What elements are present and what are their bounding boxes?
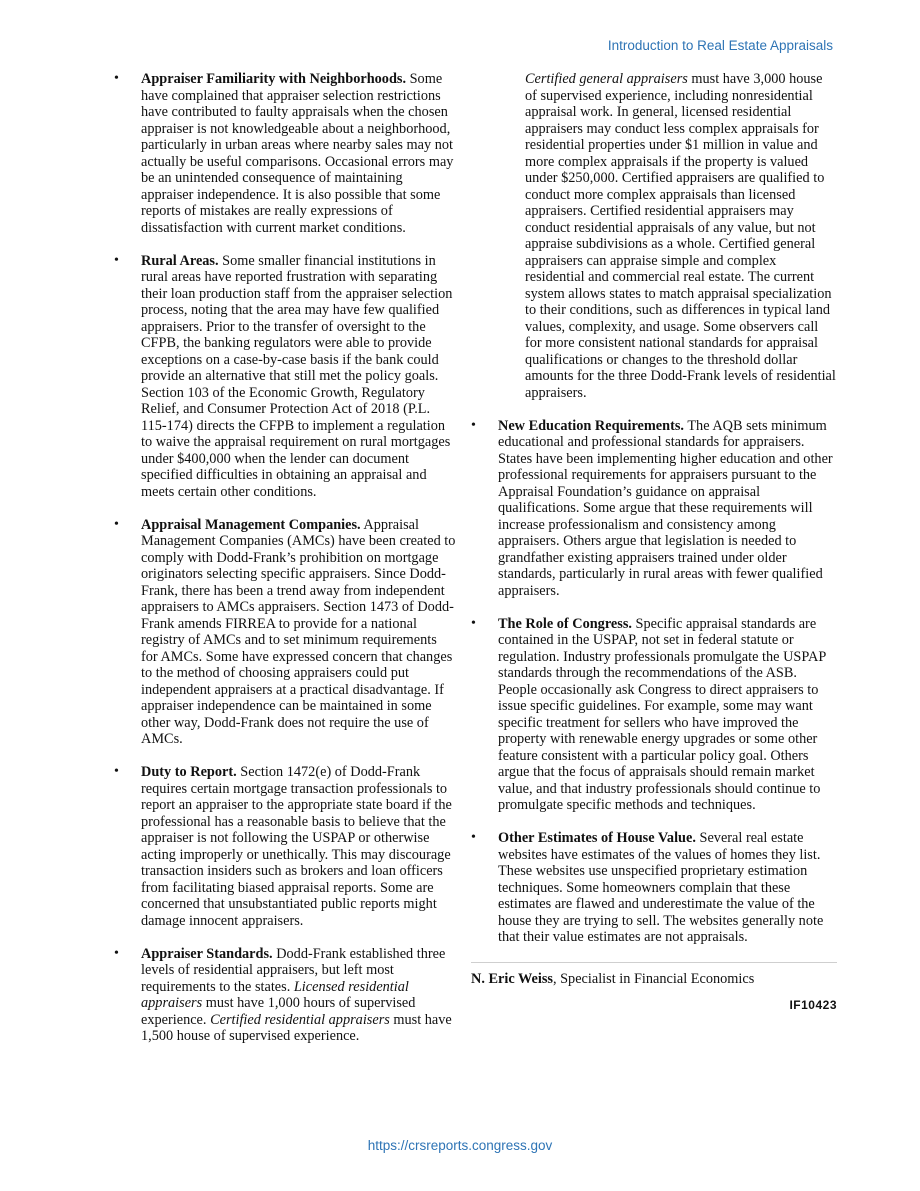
bullet-icon: • [471, 830, 476, 845]
item-text: The AQB sets minimum educational and professional standards for appraisers. States have been implementing higher education and other professional requirements for appraisers pursuant to the Appraisal Foundation’s guidance on appraisal qualifications. Some argue that these requirements will increase professionalism and consistency among appraisers. Others argue that legislation is needed to grandfather existing appraisers trained under older standards, particularly in rural areas with fewer qualified appraisers. [498, 417, 833, 599]
item-heading: Appraiser Familiarity with Neighborhoods. [141, 71, 407, 87]
item-term: Certified general appraisers [525, 71, 688, 87]
right-bullet-list [471, 418, 837, 946]
continued-paragraph [471, 71, 837, 401]
item-heading: The Role of Congress. [498, 615, 632, 632]
item-text: Some smaller financial institutions in rural areas have reported frustration with separating their loan production staff from the appraiser selection process, noting that the area may have few qualified appraisers. Prior to the transfer of oversight to the CFPB, the banking regulators were able to provide exceptions on a case-by-case basis if the bank could provide an alternative that still met the policy goals. Section 103 of the Economic Growth, Regulatory Relief, and Consumer Protection Act of 2018 (P.L. 115-174) directs the CFPB to implement a regulation to waive the appraisal requirement on rural mortgages under $400,000 when the lender can document specified difficulties in obtaining an appraisal and meets certain other conditions. [141, 252, 453, 500]
bullet-icon: • [114, 764, 119, 779]
author-name: N. Eric Weiss [471, 971, 553, 987]
list-item [114, 946, 456, 1045]
item-heading: Appraiser Standards. [141, 945, 273, 962]
list-item [114, 764, 456, 929]
item-term: Certified residential appraisers [210, 1011, 390, 1028]
left-column [114, 71, 456, 1061]
item-heading: Other Estimates of House Value. [498, 830, 696, 846]
list-item [471, 616, 837, 814]
item-text: Some have complained that appraiser selection restrictions have contributed to faulty appraisals when the chosen appraiser is not knowledgeable about a neighborhood, particularly in urban areas where nearby sales may not actually be useful comparisons. Occasional errors may be an unintended consequence of maintaining appraiser independence. It is also possible that some reports of mistakes are really expressions of dissatisfaction with current market conditions. [141, 71, 454, 236]
list-item [471, 418, 837, 600]
author-divider [471, 962, 837, 963]
page-header-title: Introduction to Real Estate Appraisals [607, 38, 833, 53]
item-text: must have 3,000 house of supervised experience, including nonresidential appraisal work. In general, licensed residential appraisers may conduct less complex appraisals for residential properties under $1 million in value and more complex appraisals if the property is valued under $250,000. Certified appraisers are qualified to conduct more complex appraisals than licensed appraisers. Certified residential appraisers may conduct residential appraisals of any value, but not appraise subdivisions as a whole. Certified general appraisers can appraise simple and complex residential and commercial real estate. The current system allows states to match appraisal specialization to their conditions, such as differences in typical land values, complexity, and usage. Some observers call for more consistent national standards for appraisal qualifications or changes to the threshold dollar amounts for the three Dodd-Frank levels of residential appraisers. [525, 71, 836, 401]
item-heading: Appraisal Management Companies. [141, 516, 361, 533]
list-item [114, 517, 456, 748]
bullet-icon: • [114, 516, 119, 532]
item-heading: Rural Areas. [141, 252, 219, 269]
footer-url[interactable]: https://crsreports.congress.gov [367, 1138, 553, 1153]
bullet-icon: • [114, 945, 119, 961]
author-line [471, 971, 837, 988]
item-text: Several real estate websites have estimates of the values of homes they list. These websites use unspecified proprietary estimation techniques. Some homeowners complain that these estimates are flawed and underestimate the value of the house they are trying to sell. The websites generally note that their value estimates are not appraisals. [498, 830, 824, 945]
report-id: IF10423 [789, 997, 837, 1012]
item-term: Licensed residential appraisers [141, 978, 409, 1011]
right-column [471, 71, 837, 1013]
item-text: Section 1472(e) of Dodd-Frank requires certain mortgage transaction professionals to report an appraiser to the appropriate state board if the professional has a reasonable basis to believe that the appraiser is not following the USPAP or otherwise acting improperly or unethically. This may discourage transaction insiders such as brokers and loan officers from facilitating biased appraisal reports. Some are concerned that unsubstantiated public reports might damage innocent appraisers. [141, 764, 452, 929]
bullet-icon: • [114, 252, 119, 268]
item-text: Specific appraisal standards are contained in the USPAP, not set in federal statute or regulation. Industry professionals promulgate the USPAP standards through the recommendations of the ASB. People occasionally ask Congress to direct appraisers to issue specific guidelines. For example, some may want specific treatment for sellers who have improved the property with renewable energy upgrades or some other feature consistent with a particular policy goal. Others argue that the focus of appraisals should remain market value, and that industry professionals should continue to promulgate specific methods and techniques. [498, 615, 826, 813]
item-text: must have 1,000 hours of supervised experience. [141, 995, 416, 1028]
item-text: must have 1,500 house of supervised experience. [141, 1011, 452, 1044]
bullet-icon: • [471, 417, 476, 433]
author-title: , Specialist in Financial Economics [552, 971, 755, 987]
item-heading: New Education Requirements. [498, 417, 684, 434]
bullet-icon: • [114, 71, 119, 86]
list-item [471, 830, 837, 946]
list-item [114, 71, 456, 236]
list-item [114, 253, 456, 501]
item-text: Appraisal Management Companies (AMCs) have been created to comply with Dodd-Frank’s prohibition on mortgage originators selecting specific appraisers. Since Dodd-Frank, there has been a trend away from independent appraisers to AMCs appraisers. Section 1473 of Dodd-Frank amends FIRREA to provide for a national registry of AMCs and to set minimum requirements for AMCs. Some have expressed concern that changes to the method of choosing appraisers could put independent appraisers at a practical disadvantage. If appraiser independence can be maintained in some other way, Dodd-Frank does not require the use of AMCs. [141, 516, 456, 747]
item-heading: Duty to Report. [141, 764, 237, 780]
item-text: Dodd-Frank established three levels of residential appraisers, but left most requirements to the states. [141, 945, 446, 995]
bullet-icon: • [471, 615, 476, 631]
left-bullet-list [114, 71, 456, 1045]
